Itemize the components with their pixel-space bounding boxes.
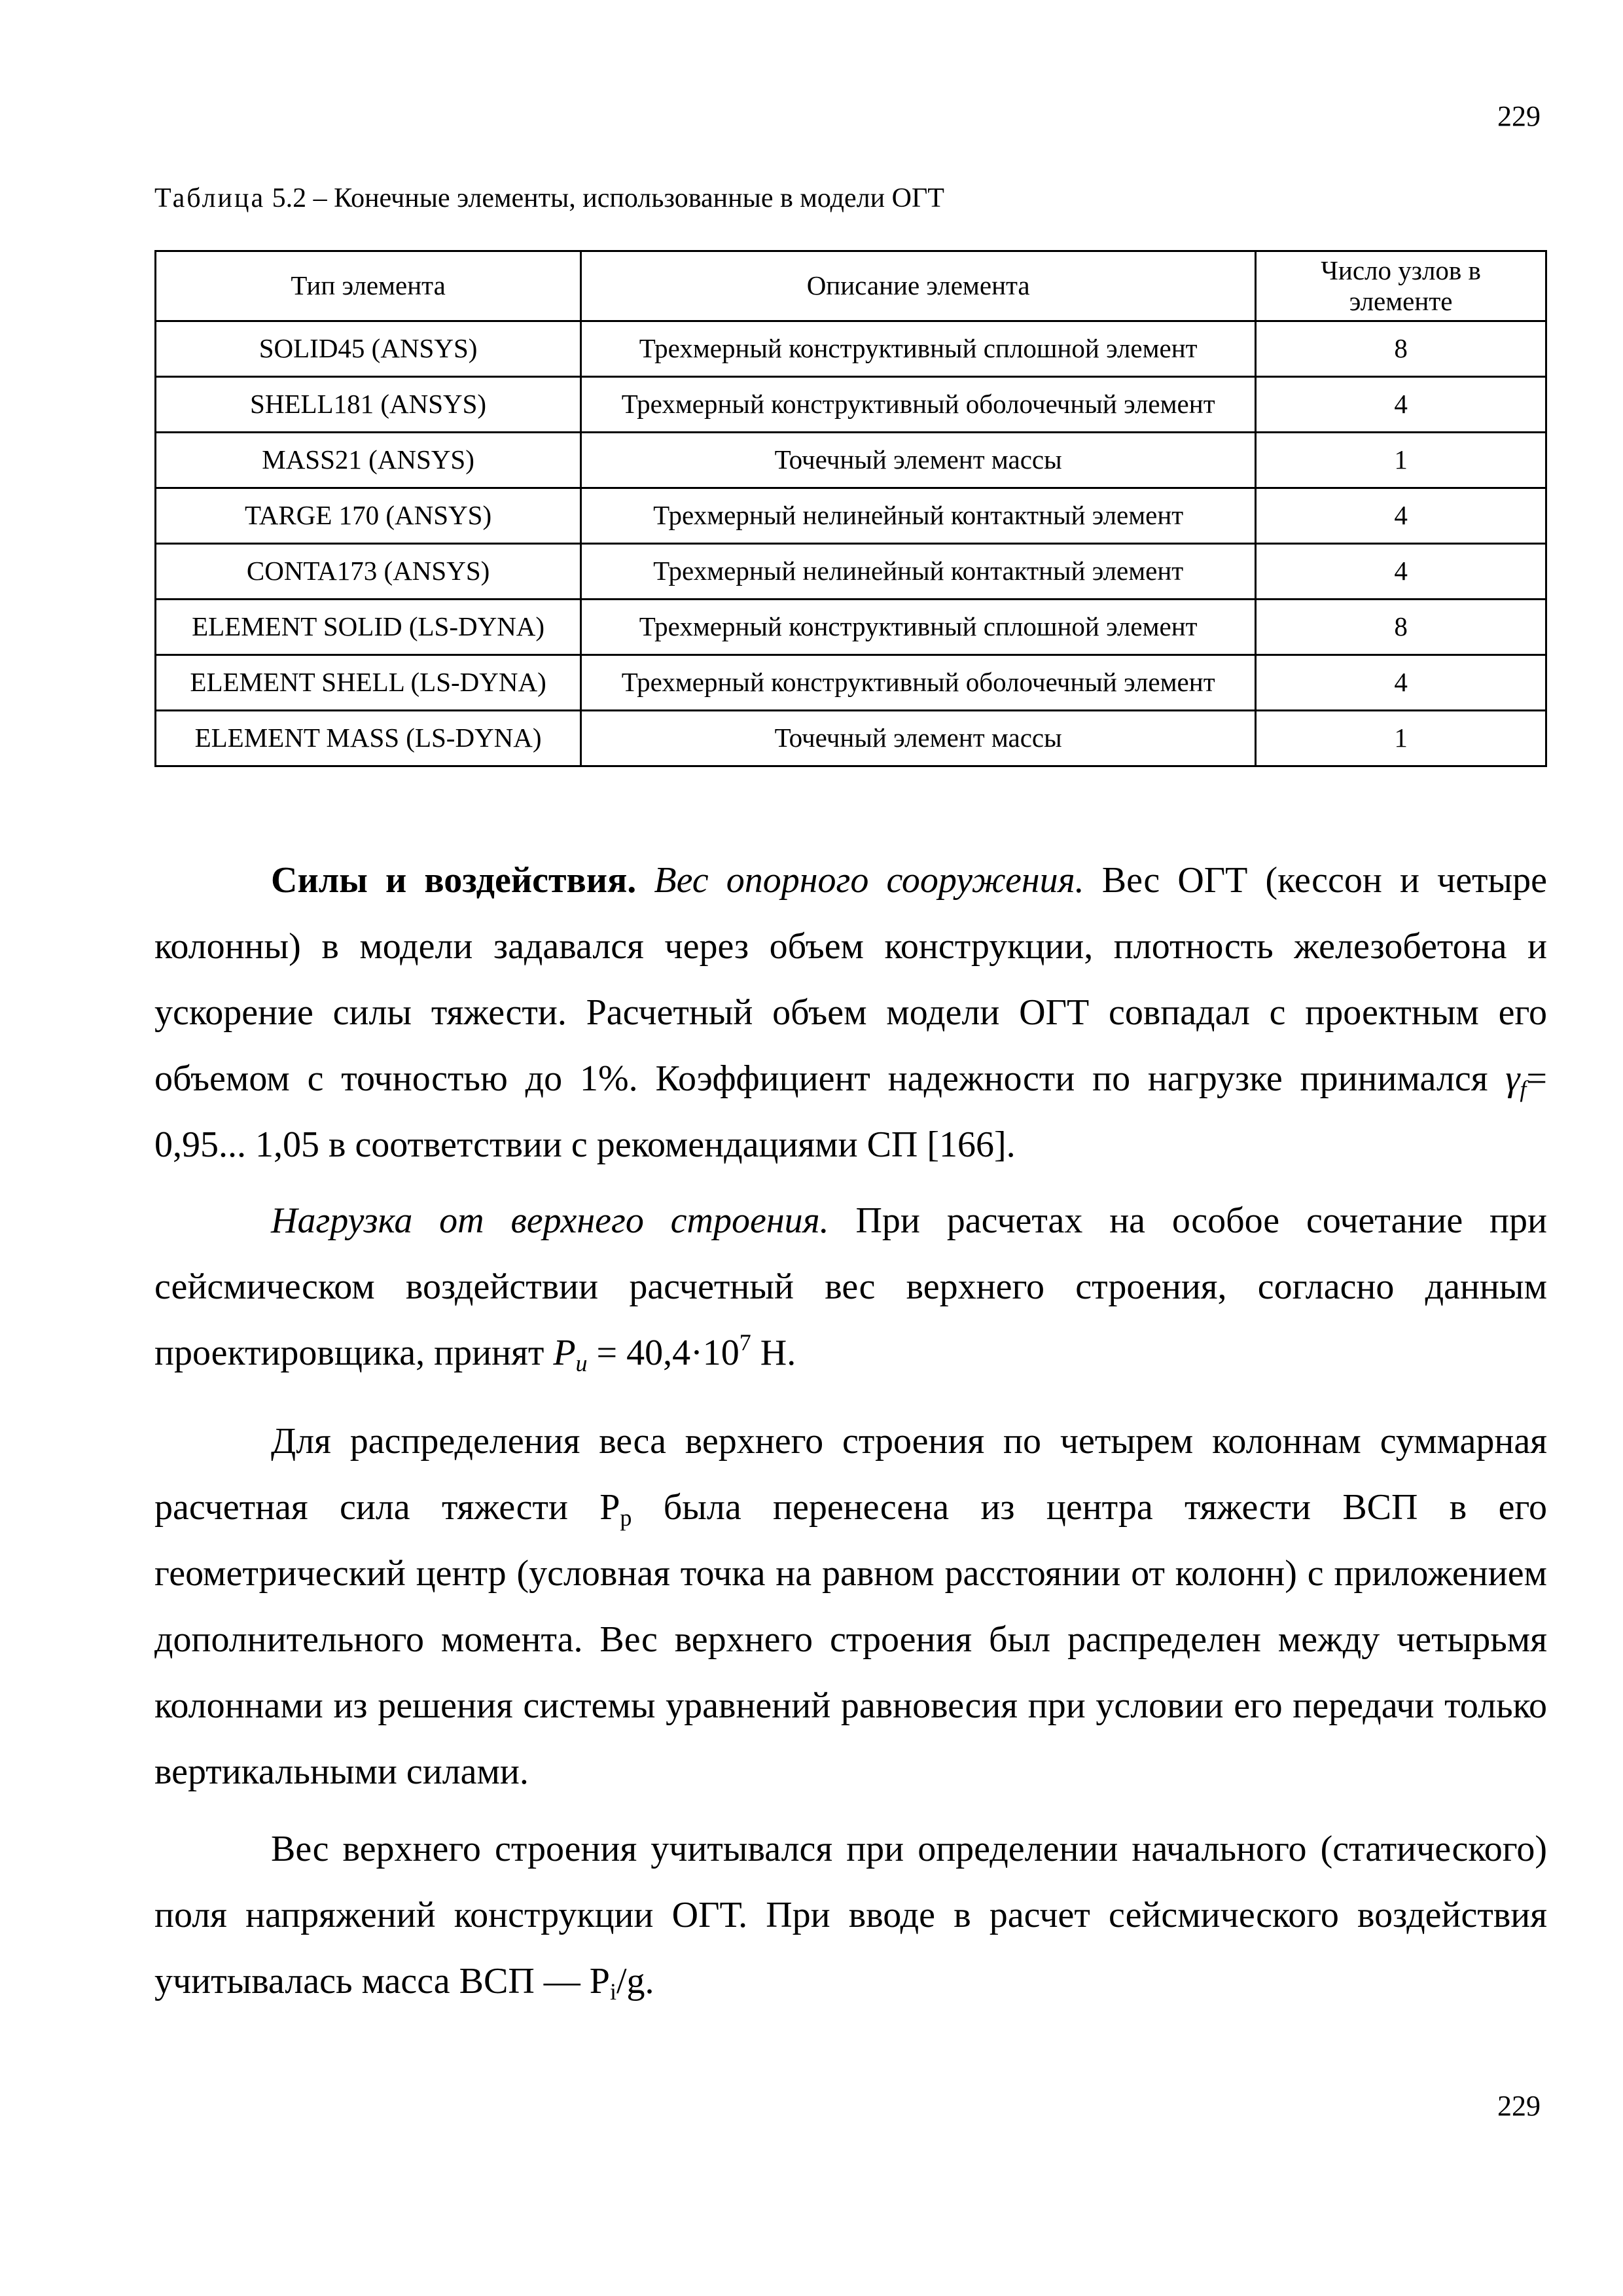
table-body bbox=[156, 321, 1546, 766]
cell-element-type: ELEMENT SHELL (LS-DYNA) bbox=[156, 655, 581, 711]
table-row bbox=[156, 711, 1546, 766]
subsection-heading: Нагрузка от верхнего строения. bbox=[271, 1200, 829, 1241]
paragraph-initial-stress bbox=[154, 1816, 1547, 2015]
cell-element-description: Трехмерный конструктивный сплошной элемент bbox=[581, 600, 1256, 655]
gravity-subscript: р bbox=[620, 1505, 632, 1531]
table-row bbox=[156, 544, 1546, 600]
cell-element-description: Трехмерный конструктивный сплошной элемент bbox=[581, 321, 1256, 377]
paragraph-text: Вес ОГТ (кессон и четыре колонны) в модели задавался через объем конструкции, плотность железобетона и ускорение силы тяжести. Расчетный объем модели ОГТ совпадал с проектным его объемом с точностью до 1%. Коэффициент надежности по нагрузке принимался bbox=[154, 860, 1548, 1099]
cell-element-type: ELEMENT MASS (LS-DYNA) bbox=[156, 711, 581, 766]
table-row bbox=[156, 433, 1546, 488]
cell-node-count: 1 bbox=[1256, 433, 1546, 488]
cell-element-type: CONTA173 (ANSYS) bbox=[156, 544, 581, 600]
cell-element-description: Трехмерный конструктивный оболочечный элемент bbox=[581, 655, 1256, 711]
load-exponent: 7 bbox=[739, 1329, 751, 1355]
paragraph-text: Для распределения веса верхнего строения по четырем колоннам суммарная расчетная сила тяжести Р bbox=[154, 1421, 1547, 1528]
paragraph-text-rest: была перенесена из центра тяжести ВСП в его геометрический центр (условная точка на равном расстоянии от колонн) с приложением дополнительного момента. Вес верхнего строения был распределен между четырьмя колоннами из решения системы уравнений равновесия при условии его передачи только вертикальными силами. bbox=[154, 1487, 1547, 1792]
cell-node-count: 4 bbox=[1256, 544, 1546, 600]
header-node-count: Число узлов в элементе bbox=[1256, 251, 1546, 321]
cell-element-description: Точечный элемент массы bbox=[581, 711, 1256, 766]
header-element-description: Описание элемента bbox=[581, 251, 1256, 321]
cell-element-description: Точечный элемент массы bbox=[581, 433, 1256, 488]
paragraph-superstructure-load bbox=[154, 1188, 1547, 1386]
cell-node-count: 1 bbox=[1256, 711, 1546, 766]
cell-node-count: 8 bbox=[1256, 321, 1546, 377]
cell-node-count: 4 bbox=[1256, 488, 1546, 544]
paragraph-forces bbox=[154, 848, 1547, 1178]
page-number-bottom: 229 bbox=[1497, 2090, 1541, 2122]
header-element-type: Тип элемента bbox=[156, 251, 581, 321]
load-subscript: и bbox=[575, 1350, 588, 1376]
elements-table bbox=[154, 250, 1547, 767]
table-caption-label: Таблица bbox=[154, 183, 266, 213]
cell-element-type: ELEMENT SOLID (LS-DYNA) bbox=[156, 600, 581, 655]
cell-element-description: Трехмерный нелинейный контактный элемент bbox=[581, 488, 1256, 544]
cell-element-description: Трехмерный конструктивный оболочечный элемент bbox=[581, 377, 1256, 433]
table-row bbox=[156, 321, 1546, 377]
subsection-heading: Вес опорного сооружения. bbox=[636, 860, 1084, 901]
cell-element-type: MASS21 (ANSYS) bbox=[156, 433, 581, 488]
section-heading: Силы и воздействия. bbox=[271, 860, 637, 901]
cell-node-count: 4 bbox=[1256, 377, 1546, 433]
paragraph-text: При расчетах на особое сочетание при сейсмическом воздействии расчетный вес верхнего строения, согласно данным проектировщика, принят bbox=[154, 1200, 1547, 1373]
table-caption-text: 5.2 – Конечные элементы, использованные в модели ОГТ bbox=[265, 183, 944, 213]
table-row bbox=[156, 377, 1546, 433]
cell-element-type: TARGE 170 (ANSYS) bbox=[156, 488, 581, 544]
cell-node-count: 8 bbox=[1256, 600, 1546, 655]
cell-element-type: SOLID45 (ANSYS) bbox=[156, 321, 581, 377]
load-value: = 40,4·10 bbox=[587, 1333, 740, 1373]
paragraph-text-end: /g. bbox=[616, 1961, 654, 2001]
gamma-subscript: f bbox=[1520, 1076, 1527, 1102]
page-number-top: 229 bbox=[1497, 100, 1541, 132]
cell-node-count: 4 bbox=[1256, 655, 1546, 711]
cell-element-type: SHELL181 (ANSYS) bbox=[156, 377, 581, 433]
table-caption bbox=[154, 182, 944, 215]
table-row bbox=[156, 600, 1546, 655]
paragraph-text-tail: = 0,95... 1,05 в соответствии с рекомендациями СП [166]. bbox=[154, 1058, 1547, 1165]
load-unit: Н. bbox=[751, 1333, 796, 1373]
paragraph-text: Вес верхнего строения учитывался при определении начального (статического) поля напряжений конструкции ОГТ. При вводе в расчет сейсмического воздействия учитывалась масса ВСП — P bbox=[154, 1829, 1547, 2001]
table-row bbox=[156, 488, 1546, 544]
gamma-symbol: γ bbox=[1505, 1058, 1520, 1099]
paragraph-weight-distribution bbox=[154, 1408, 1547, 1805]
load-symbol: P bbox=[553, 1333, 576, 1373]
table-row bbox=[156, 655, 1546, 711]
cell-element-description: Трехмерный нелинейный контактный элемент bbox=[581, 544, 1256, 600]
mass-subscript: i bbox=[609, 1979, 616, 2005]
table-header-row bbox=[156, 251, 1546, 321]
